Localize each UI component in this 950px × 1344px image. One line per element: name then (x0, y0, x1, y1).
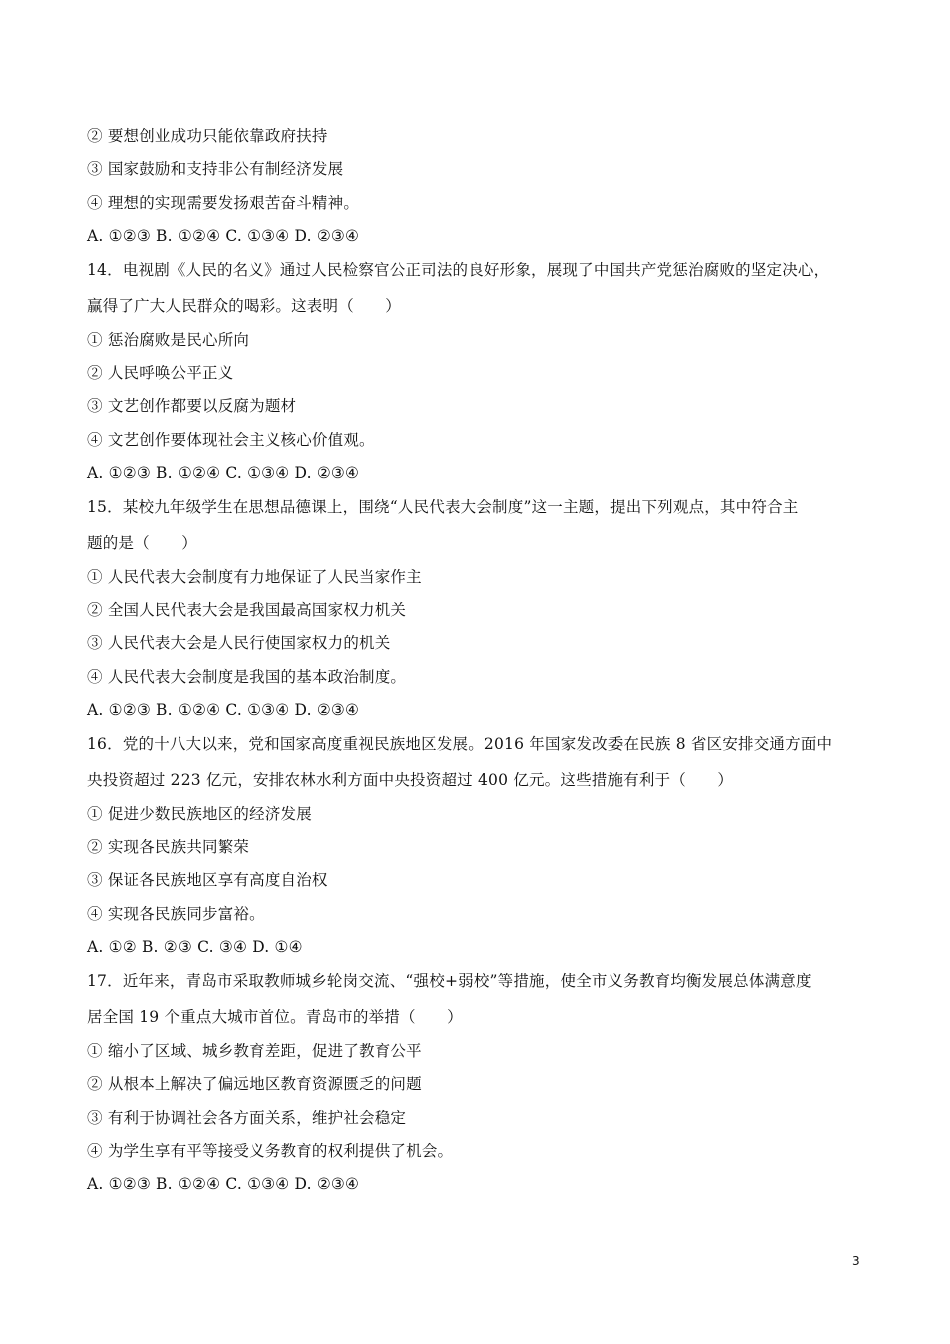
text-line: 央投资超过 223 亿元，安排农林水利方面中央投资超过 400 亿元。这些措施有利于（ ） (87, 771, 734, 789)
text-line: ① 促进少数民族地区的经济发展 (87, 805, 312, 823)
text-line: 15．某校九年级学生在思想品德课上，围绕“人民代表大会制度”这一主题，提出下列观点，其中符合主 (87, 498, 799, 516)
text-line: ① 人民代表大会制度有力地保证了人民当家作主 (87, 568, 422, 586)
text-line: ④ 为学生享有平等接受义务教育的权利提供了机会。 (87, 1142, 454, 1160)
text-line: ③ 文艺创作都要以反腐为题材 (87, 397, 297, 415)
text-line: 16．党的十八大以来，党和国家高度重视民族地区发展。2016 年国家发改委在民族 8 省区安排交通方面中 (87, 735, 833, 753)
text-line: ④ 人民代表大会制度是我国的基本政治制度。 (87, 668, 407, 686)
text-line: 题的是（ ） (87, 534, 197, 552)
text-line: ③ 人民代表大会是人民行使国家权力的机关 (87, 634, 391, 652)
text-line: ④ 文艺创作要体现社会主义核心价值观。 (87, 431, 375, 449)
text-line: A. ①② B. ②③ C. ③④ D. ①④ (87, 938, 303, 956)
text-line: ② 从根本上解决了偏远地区教育资源匮乏的问题 (87, 1075, 422, 1093)
text-line: ② 全国人民代表大会是我国最高国家权力机关 (87, 601, 407, 619)
text-line: A. ①②③ B. ①②④ C. ①③④ D. ②③④ (87, 464, 360, 482)
text-line: ② 要想创业成功只能依靠政府扶持 (87, 127, 328, 145)
text-line: A. ①②③ B. ①②④ C. ①③④ D. ②③④ (87, 701, 360, 719)
text-line: ① 惩治腐败是民心所向 (87, 331, 250, 349)
text-line: A. ①②③ B. ①②④ C. ①③④ D. ②③④ (87, 227, 360, 245)
text-line: 居全国 19 个重点大城市首位。青岛市的举措（ ） (87, 1008, 463, 1026)
text-line: A. ①②③ B. ①②④ C. ①③④ D. ②③④ (87, 1175, 360, 1193)
text-line: ① 缩小了区域、城乡教育差距，促进了教育公平 (87, 1042, 422, 1060)
text-line: ③ 有利于协调社会各方面关系，维护社会稳定 (87, 1109, 407, 1127)
text-line: ③ 保证各民族地区享有高度自治权 (87, 871, 328, 889)
text-line: ④ 理想的实现需要发扬艰苦奋斗精神。 (87, 194, 360, 212)
text-line: 14．电视剧《人民的名义》通过人民检察官公正司法的良好形象，展现了中国共产党惩治腐败的坚定决心， (87, 261, 830, 279)
text-line: ③ 国家鼓励和支持非公有制经济发展 (87, 160, 344, 178)
text-line: 赢得了广大人民群众的喝彩。这表明（ ） (87, 297, 402, 315)
text-line: 17．近年来，青岛市采取教师城乡轮岗交流、“强校+弱校”等措施，使全市义务教育均衡发展总体满意度 (87, 972, 812, 990)
text-line: ② 实现各民族共同繁荣 (87, 838, 250, 856)
text-line: ④ 实现各民族同步富裕。 (87, 905, 265, 923)
page-number: 3 (852, 1254, 860, 1268)
text-line: ② 人民呼唤公平正义 (87, 364, 234, 382)
